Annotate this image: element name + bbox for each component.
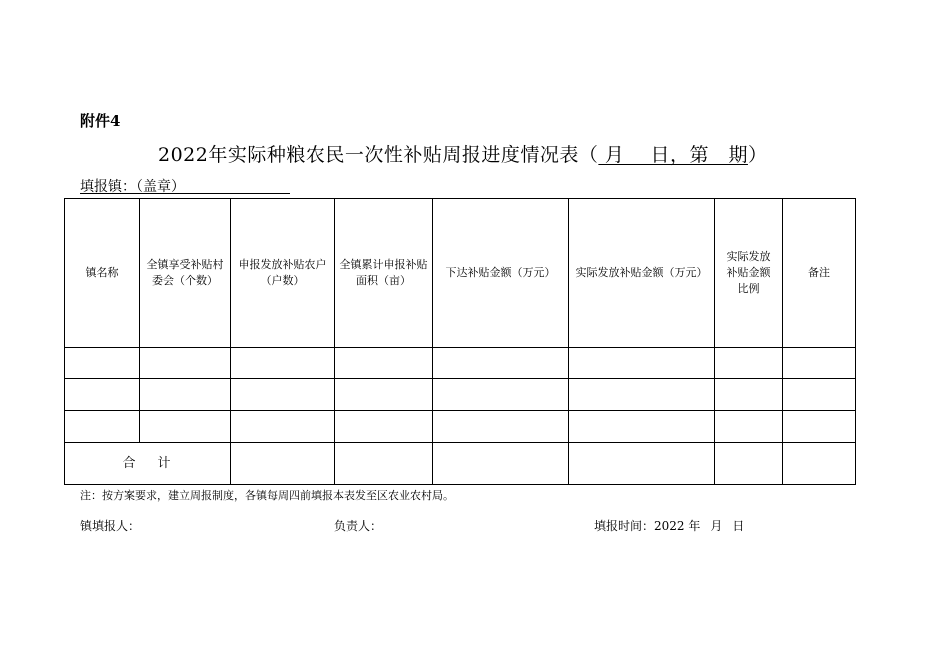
fill-time-month: 月	[710, 519, 723, 533]
table-row	[65, 411, 856, 443]
table-cell[interactable]	[140, 379, 231, 411]
table-cell[interactable]	[65, 411, 140, 443]
table-cell[interactable]	[231, 443, 335, 485]
table-cell[interactable]	[783, 411, 856, 443]
table-cell[interactable]	[715, 443, 783, 485]
table-cell[interactable]	[231, 379, 335, 411]
table-cell[interactable]	[335, 411, 433, 443]
header-paid-ratio: 实际发放补贴金额比例	[715, 199, 783, 348]
fill-town-underline	[80, 193, 290, 194]
title-period: 月 日，第 期	[598, 144, 748, 166]
header-town-name: 镇名称	[65, 199, 140, 348]
table-cell[interactable]	[715, 411, 783, 443]
table-cell[interactable]	[433, 411, 569, 443]
table-cell[interactable]	[335, 348, 433, 379]
table-cell[interactable]	[569, 348, 715, 379]
table-cell[interactable]	[335, 379, 433, 411]
table-cell[interactable]	[65, 379, 140, 411]
table-cell[interactable]	[433, 348, 569, 379]
table-cell[interactable]	[715, 379, 783, 411]
title-suffix: ）	[747, 144, 768, 166]
table-row	[65, 379, 856, 411]
report-table	[64, 198, 856, 485]
table-cell[interactable]	[231, 411, 335, 443]
attachment-label: 附件4	[80, 112, 121, 130]
total-label: 合计	[65, 443, 231, 485]
table-cell[interactable]	[569, 379, 715, 411]
fill-town-label: 填报镇：（盖章）	[80, 179, 185, 195]
responsible-person-label: 负责人：	[334, 519, 383, 533]
table-total-row	[65, 443, 856, 485]
table-cell[interactable]	[783, 379, 856, 411]
fill-time-day: 日	[732, 519, 745, 533]
table-cell[interactable]	[569, 443, 715, 485]
page-title	[158, 140, 767, 167]
table-cell[interactable]	[335, 443, 433, 485]
table-cell[interactable]	[783, 348, 856, 379]
table-row	[65, 348, 856, 379]
table-header-row	[65, 199, 856, 348]
header-paid-amount: 实际发放补贴金额（万元）	[569, 199, 715, 348]
table-cell[interactable]	[783, 443, 856, 485]
fill-time-year: 填报时间：2022 年	[594, 519, 701, 533]
title-prefix: 2022年实际种粮农民一次性补贴周报进度情况表（	[158, 144, 599, 166]
header-remarks: 备注	[783, 199, 856, 348]
fill-time-label	[594, 517, 744, 534]
table-cell[interactable]	[569, 411, 715, 443]
header-village-count: 全镇享受补贴村委会（个数）	[140, 199, 231, 348]
table-cell[interactable]	[140, 348, 231, 379]
table-cell[interactable]	[433, 379, 569, 411]
filer-label: 镇填报人：	[80, 519, 141, 533]
header-area: 全镇累计申报补贴面积（亩）	[335, 199, 433, 348]
table-cell[interactable]	[65, 348, 140, 379]
header-allocated-amount: 下达补贴金额（万元）	[433, 199, 569, 348]
header-household-count: 申报发放补贴农户（户数）	[231, 199, 335, 348]
table-cell[interactable]	[231, 348, 335, 379]
table-cell[interactable]	[433, 443, 569, 485]
table-cell[interactable]	[140, 411, 231, 443]
table-cell[interactable]	[715, 348, 783, 379]
table-note: 注：按方案要求，建立周报制度，各镇每周四前填报本表发至区农业农村局。	[80, 489, 454, 502]
